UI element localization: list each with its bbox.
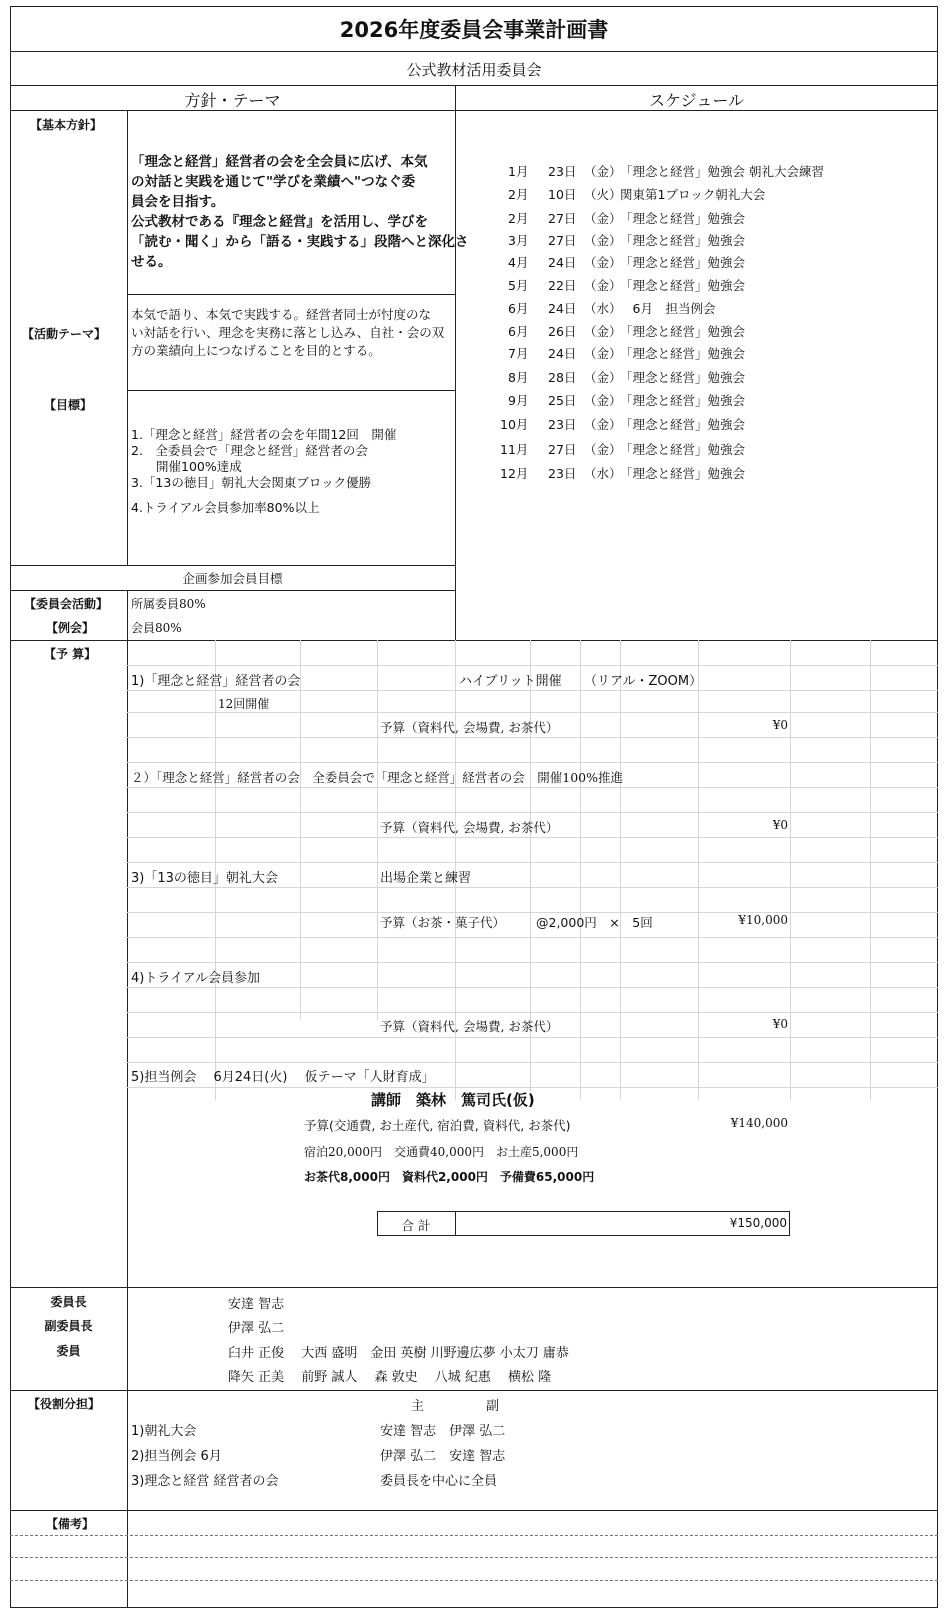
budget-item-3-amount: ¥10,000 xyxy=(738,913,788,927)
roles-task-3: 3)理念と経営 経営者の会 xyxy=(131,1474,279,1489)
theme-label: 【活動テーマ】 xyxy=(22,327,107,341)
budget-item-1-mode-detail: （リアル・ZOOM） xyxy=(584,674,703,689)
budget-item-5-detail-1: 宿泊20,000円 交通費40,000円 お土産5,000円 xyxy=(304,1145,579,1159)
header-policy-theme: 方針・テーマ xyxy=(184,91,281,110)
budget-item-3-title: 3)「13の徳目」朝礼大会 xyxy=(131,871,278,886)
budget-item-1-title: 1)「理念と経営」経営者の会 xyxy=(131,674,301,689)
role-chair: 委員長 xyxy=(50,1295,87,1309)
remarks-label: 【備考】 xyxy=(46,1517,95,1531)
budget-item-2-amount: ¥0 xyxy=(772,818,788,832)
budget-item-5-speaker: 講師 築林 篤司氏(仮) xyxy=(371,1091,535,1109)
roles-assign-2: 伊澤 弘二 安達 智志 xyxy=(380,1449,506,1464)
policy-text: 「理念と経営」経営者の会を全会員に広げ、本気 の対話と実践を通じて"学びを業績へ"つなぐ委 員会を目指す。 公式教材である『理念と経営』を活用し、学びを 「読む・聞く」から「語る・実践する」段階へと深化さ せる。 xyxy=(131,154,469,270)
participation-label-committee: 【委員会活動】 xyxy=(24,597,109,611)
budget-item-3-line: 予算（お茶・菓子代） xyxy=(380,915,506,930)
goals-list: 1.「理念と経営」経営者の会を年間12回 開催 2. 全委員会で「理念と経営」経営者の会 開催100%達成 3.「13の徳目」朝礼大会関東ブロック優勝 4.トライアル会員参加率80%以上 xyxy=(131,427,397,515)
role-members: 委員 xyxy=(56,1344,81,1358)
total-label: 合 計 xyxy=(401,1218,431,1233)
budget-item-2-line: 予算（資料代, 会場費, お茶代） xyxy=(380,820,559,835)
member-list-1: 臼井 正俊 大西 盛明 金田 英樹 川野邊広夢 小太刀 庸恭 xyxy=(228,1346,569,1361)
roles-sub-header: 副 xyxy=(486,1399,500,1414)
budget-item-2-title: ２）「理念と経営」経営者の会 全委員会で「理念と経営」経営者の会 開催100%推進 xyxy=(131,770,623,785)
theme-text: 本気で語り、本気で実践する。経営者同士が忖度のな い対話を行い、理念を実務に落とし込み、自社・会の双 方の業績向上につなげることを目的とする。 xyxy=(131,307,445,358)
policy-label: 【基本方針】 xyxy=(30,118,103,132)
roles-assign-3: 委員長を中心に全員 xyxy=(380,1474,498,1489)
total-amount: ¥150,000 xyxy=(729,1216,787,1230)
budget-item-4-line: 予算（資料代, 会場費, お茶代） xyxy=(380,1019,559,1034)
member-list-2: 降矢 正美 前野 誠人 森 敦史 八城 紀惠 横松 隆 xyxy=(228,1370,552,1385)
participation-value-committee: 所属委員80% xyxy=(131,597,206,611)
budget-item-5-line: 予算(交通費, お土産代, 宿泊費, 資料代, お茶代) xyxy=(304,1118,571,1133)
document-title: 2026年度委員会事業計画書 xyxy=(339,18,609,42)
budget-item-5-title: 5)担当例会 6月24日(火) 仮テーマ「人財育成」 xyxy=(131,1070,435,1085)
participation-value-meeting: 会員80% xyxy=(131,621,182,635)
header-schedule: スケジュール xyxy=(648,91,745,110)
budget-item-4-amount: ¥0 xyxy=(772,1017,788,1031)
goals-label: 【目標】 xyxy=(44,398,93,412)
budget-item-5-detail-2: お茶代8,000円 資料代2,000円 予備費65,000円 xyxy=(304,1170,595,1184)
committee-name: 公式教材活用委員会 xyxy=(406,61,542,79)
budget-item-5-amount: ¥140,000 xyxy=(730,1116,788,1130)
role-vice-chair: 副委員長 xyxy=(44,1319,93,1333)
budget-item-1-mode: ハイブリット開催 xyxy=(459,674,562,689)
budget-item-4-title: 4)トライアル会員参加 xyxy=(131,971,261,986)
roles-main-header: 主 xyxy=(411,1399,425,1414)
participation-label-meeting: 【例会】 xyxy=(46,621,95,635)
budget-item-1-sub: 12回開催 xyxy=(218,697,270,711)
budget-label: 【予 算】 xyxy=(44,647,97,661)
roles-assign-1: 安達 智志 伊澤 弘二 xyxy=(380,1424,506,1439)
budget-item-3-note: 出場企業と練習 xyxy=(380,871,472,886)
participation-header: 企画参加会員目標 xyxy=(182,571,283,586)
roles-task-1: 1)朝礼大会 xyxy=(131,1424,197,1439)
budget-item-3-calc: @2,000円 × 5回 xyxy=(536,915,653,930)
roles-label: 【役割分担】 xyxy=(28,1397,101,1411)
budget-item-1-line: 予算（資料代, 会場費, お茶代） xyxy=(380,720,559,735)
member-vice-chair: 伊澤 弘二 xyxy=(228,1321,285,1336)
roles-task-2: 2)担当例会 6月 xyxy=(131,1449,222,1464)
budget-item-1-amount: ¥0 xyxy=(772,718,788,732)
member-chair: 安達 智志 xyxy=(228,1297,285,1312)
